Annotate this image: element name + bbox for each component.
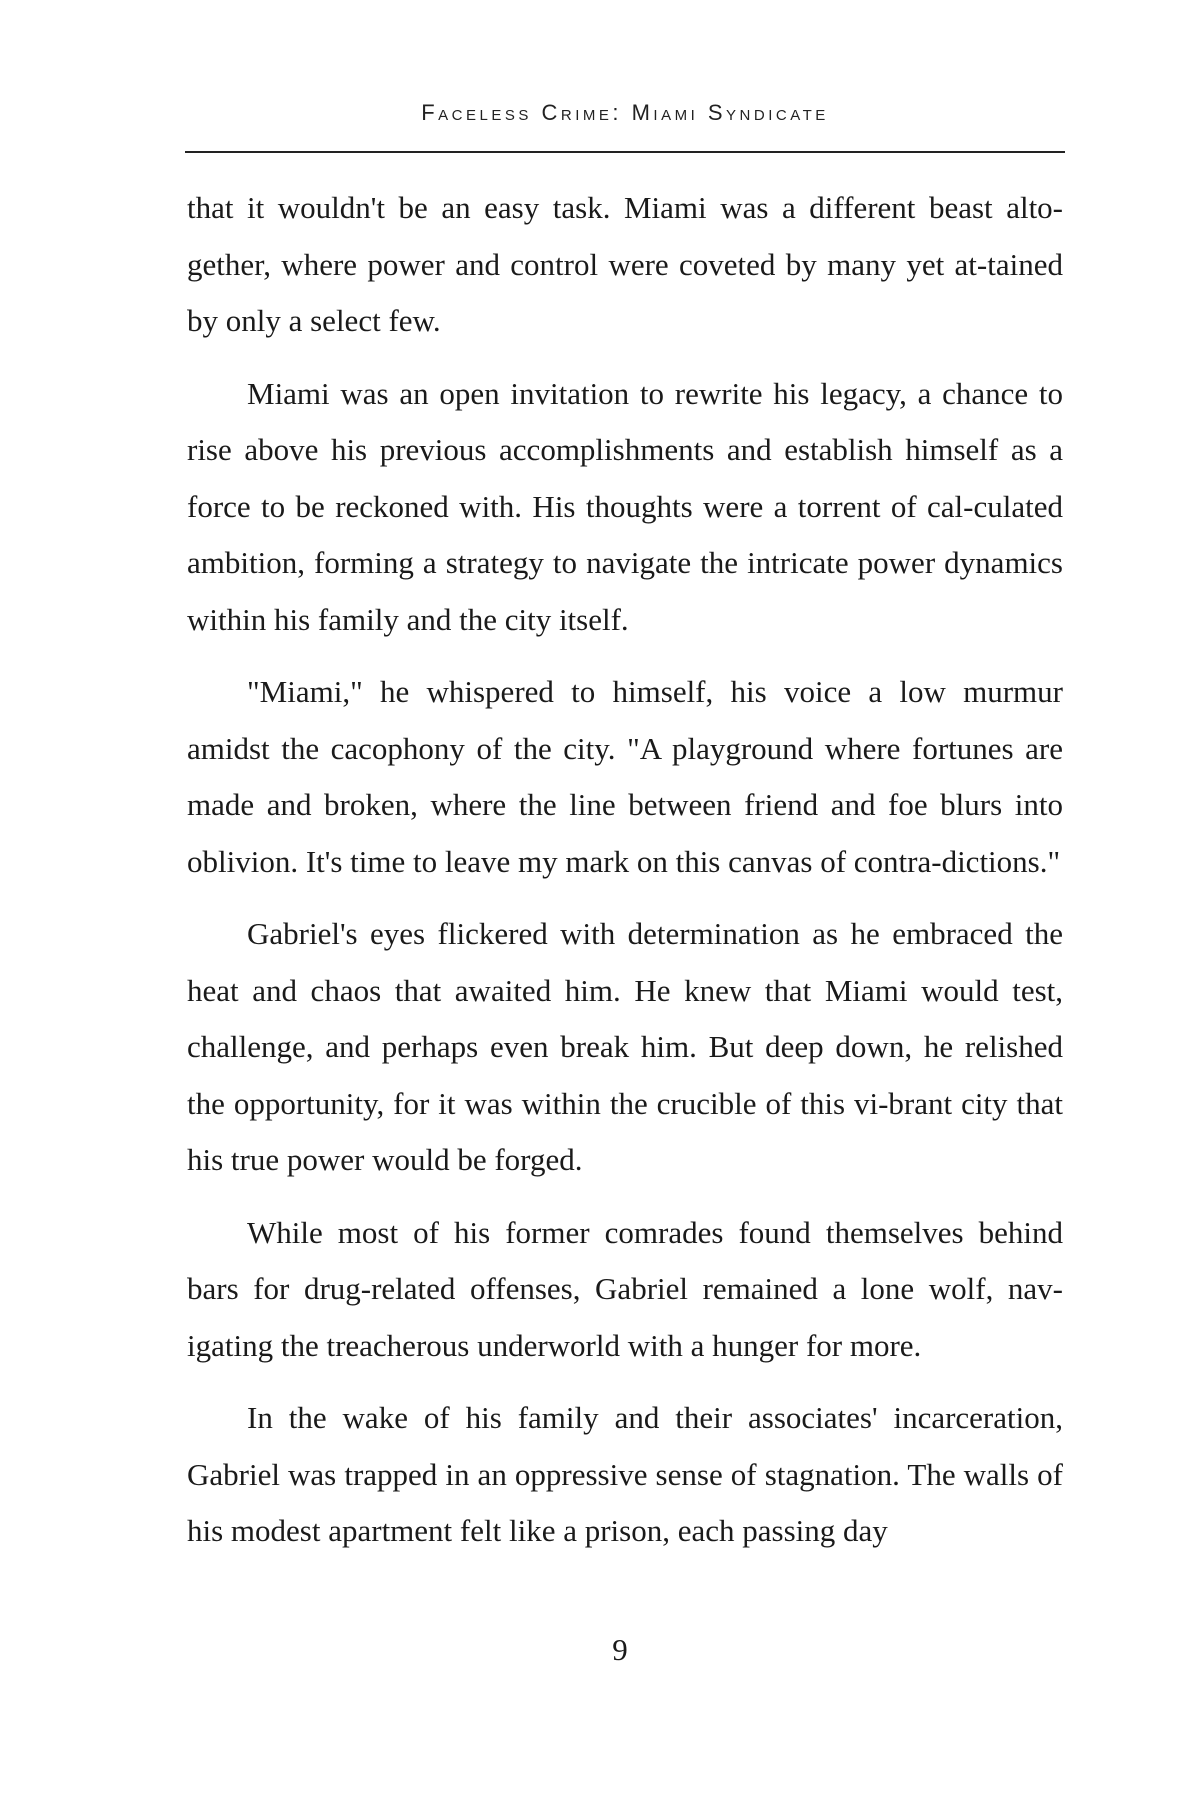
paragraph-continued: that it wouldn't be an easy task. Miami was a different beast alto-gether, where power and control were coveted by many yet at-tained by only a select few. xyxy=(187,190,1063,338)
page-number: 9 xyxy=(612,1632,628,1667)
header-rule xyxy=(185,151,1065,153)
paragraph: Gabriel's eyes flickered with determination as he embraced the heat and chaos that awaited him. He knew that Miami would test, challenge, and perhaps even break him. But deep down, he relished the opportunity, for it was within the crucible of this vi-brant city that his true power would be forged. xyxy=(187,916,1063,1177)
paragraph: While most of his former comrades found themselves behind bars for drug-related offenses, Gabriel remained a lone wolf, nav-igating the treacherous underworld with a hunger for more. xyxy=(187,1214,1063,1363)
running-header: Faceless Crime: Miami Syndicate xyxy=(421,100,829,125)
body-text xyxy=(187,180,1063,1576)
paragraph: Miami was an open invitation to rewrite his legacy, a chance to rise above his previous accomplishments and establish himself as a force to be reckoned with. His thoughts were a torrent of cal-culated ambition, forming a strategy to navigate the intricate power dynamics within his family and the city itself. xyxy=(187,375,1063,637)
paragraph: "Miami," he whispered to himself, his voice a low murmur amidst the cacophony of the city. "A playground where fortunes are made and broken, where the line between friend and foe blurs into oblivion. It's time to leave my mark on this canvas of contra-dictions." xyxy=(187,674,1063,879)
paragraph: In the wake of his family and their associates' incarceration, Gabriel was trapped in an oppressive sense of stagnation. The walls of his modest apartment felt like a prison, each passing day xyxy=(187,1400,1063,1548)
